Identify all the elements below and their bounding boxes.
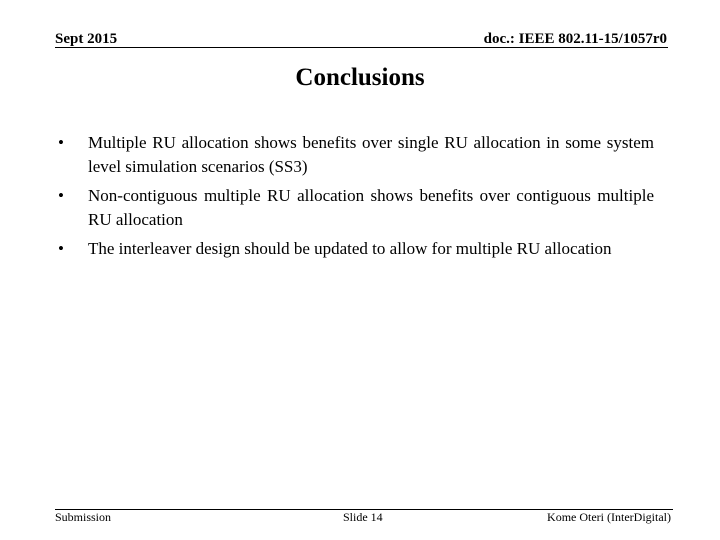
bullet-icon: • bbox=[58, 133, 64, 152]
bullet-item bbox=[56, 184, 654, 232]
footer-slide-number: Slide 14 bbox=[343, 510, 383, 524]
bullet-icon: • bbox=[58, 239, 64, 258]
footer-submission: Submission bbox=[55, 510, 112, 524]
header-doc-id: doc.: IEEE 802.11-15/1057r0 bbox=[483, 31, 667, 47]
header-divider bbox=[55, 47, 668, 48]
bullet-icon: • bbox=[58, 186, 64, 205]
bullet-text: Non-contiguous multiple RU allocation shows benefits over contiguous multiple RU allocation bbox=[88, 186, 654, 229]
bullet-item bbox=[56, 131, 654, 179]
bullet-list bbox=[56, 131, 654, 266]
bullet-item bbox=[56, 237, 654, 261]
header-date: Sept 2015 bbox=[55, 31, 118, 47]
slide-title: Conclusions bbox=[295, 64, 425, 91]
footer-author: Kome Oteri (InterDigital) bbox=[547, 510, 671, 524]
bullet-text: The interleaver design should be updated to allow for multiple RU allocation bbox=[88, 239, 612, 258]
bullet-text: Multiple RU allocation shows benefits over single RU allocation in some system level simulation scenarios (SS3) bbox=[88, 133, 654, 176]
